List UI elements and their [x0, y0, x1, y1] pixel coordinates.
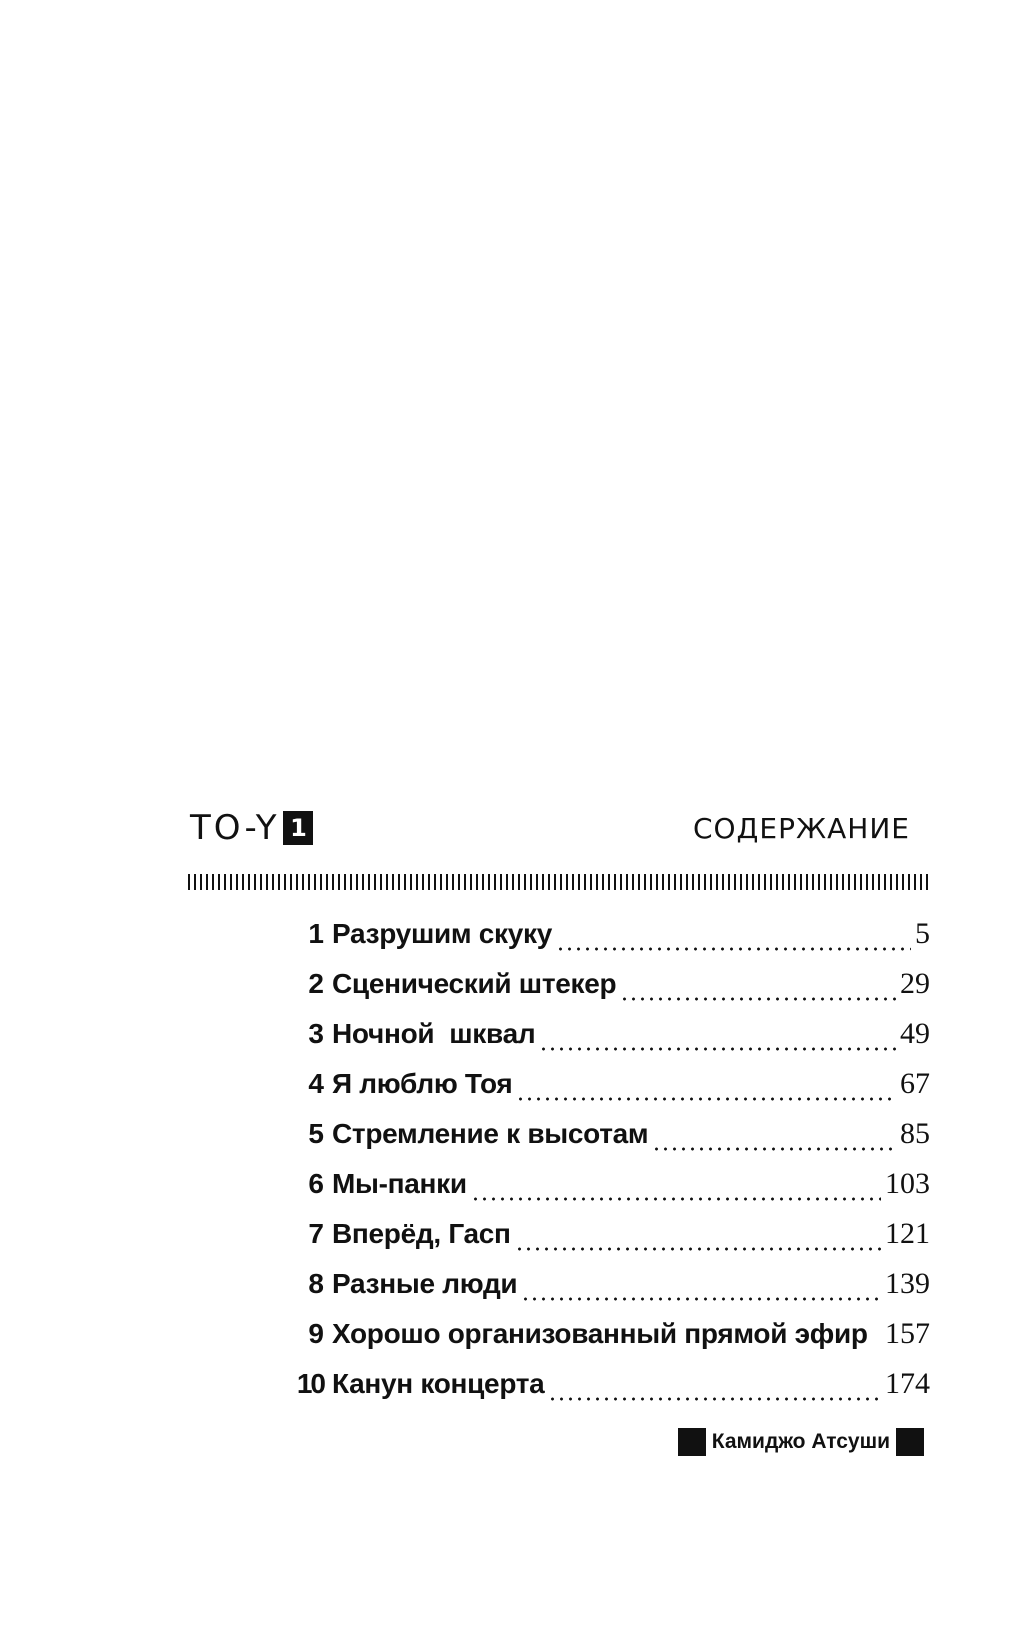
- volume-number-badge: 1: [283, 811, 313, 845]
- chapter-number: 4: [308, 1068, 324, 1099]
- chapter-title: Я люблю Тоя: [332, 1068, 513, 1099]
- dot-leader: [548, 1397, 881, 1401]
- page-number: 85: [900, 1117, 930, 1150]
- page-number: 157: [885, 1317, 930, 1350]
- chapter-number: 10: [296, 1368, 324, 1399]
- chapter-number: 5: [308, 1118, 324, 1149]
- dot-leader: [652, 1147, 896, 1151]
- page-number: 5: [915, 917, 930, 950]
- dot-leader: [872, 1347, 881, 1351]
- dot-leader: [515, 1247, 881, 1251]
- dot-leader: [471, 1197, 881, 1201]
- chapter-title: Канун концерта: [332, 1368, 545, 1399]
- toc-row-1: [290, 917, 930, 967]
- contents-heading: СОДЕРЖАНИЕ: [692, 812, 910, 845]
- toc-row-2: [290, 967, 930, 1017]
- chapter-title: Разрушим скуку: [332, 918, 553, 949]
- table-of-contents: [290, 917, 930, 1417]
- chapter-number: 6: [308, 1168, 324, 1199]
- square-bullet-icon: [678, 1428, 706, 1456]
- dot-leader: [516, 1097, 896, 1101]
- chapter-number: 2: [308, 968, 324, 999]
- author-name: Камиджо Атсуши: [711, 1430, 890, 1453]
- page-number: 174: [885, 1367, 930, 1400]
- chapter-title: Ночной шквал: [332, 1018, 536, 1049]
- page-number: 49: [900, 1017, 930, 1050]
- page-number: 67: [900, 1067, 930, 1100]
- dot-leader: [539, 1047, 896, 1051]
- toc-row-5: [290, 1117, 930, 1167]
- toc-row-3: [290, 1017, 930, 1067]
- dot-leader: [521, 1297, 881, 1301]
- toc-row-4: [290, 1067, 930, 1117]
- chapter-title: Разные люди: [332, 1268, 518, 1299]
- chapter-number: 7: [308, 1218, 324, 1249]
- toc-row-9: [290, 1317, 930, 1367]
- dot-leader: [556, 947, 911, 951]
- page-header: [190, 808, 930, 858]
- chapter-number: 3: [308, 1018, 324, 1049]
- page-number: 103: [885, 1167, 930, 1200]
- chapter-number: 1: [308, 918, 324, 949]
- series-title-text: TO-Y: [190, 808, 280, 848]
- square-bullet-icon: [896, 1428, 924, 1456]
- chapter-title: Сценический штекер: [332, 968, 617, 999]
- chapter-number: 9: [308, 1318, 324, 1349]
- page-number: 121: [885, 1217, 930, 1250]
- chapter-title: Хорошо организованный прямой эфир: [332, 1318, 868, 1349]
- page-number: 139: [885, 1267, 930, 1300]
- chapter-title: Вперёд, Гасп: [332, 1218, 511, 1249]
- toc-row-6: [290, 1167, 930, 1217]
- chapter-number: 8: [308, 1268, 324, 1299]
- author-credit: [678, 1428, 924, 1456]
- page-number: 29: [900, 967, 930, 1000]
- toc-row-10: [290, 1367, 930, 1417]
- toc-row-8: [290, 1267, 930, 1317]
- chapter-title: Мы-панки: [332, 1168, 467, 1199]
- dot-leader: [620, 997, 896, 1001]
- series-title: [190, 808, 313, 848]
- decorative-divider: [188, 874, 930, 890]
- chapter-title: Стремление к высотам: [332, 1118, 649, 1149]
- toc-row-7: [290, 1217, 930, 1267]
